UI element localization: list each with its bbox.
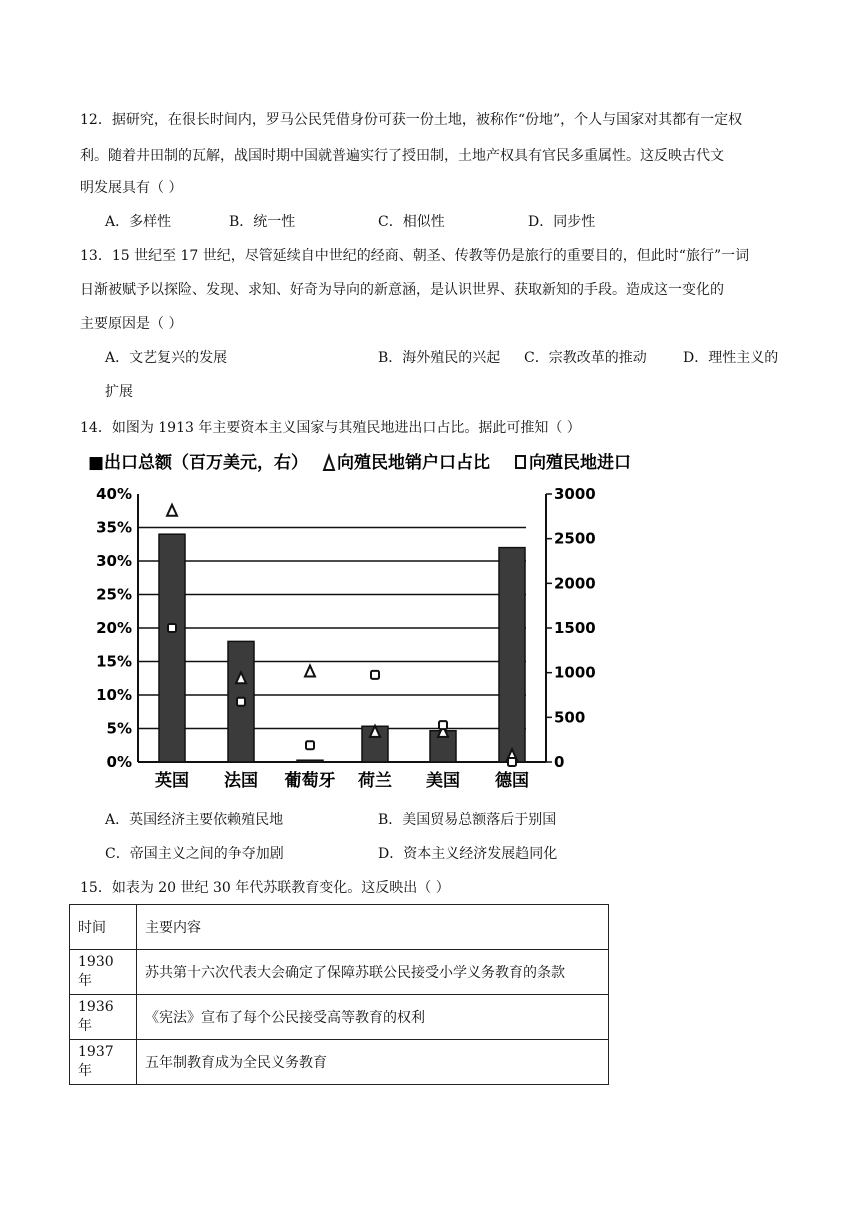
category-label: 德国 [495, 771, 529, 791]
right-tick-label: 2500 [554, 529, 596, 548]
square-marker [371, 671, 379, 679]
q13-stem-line1: 13．15 世纪至 17 世纪，尽管延续自中世纪的经商、朝圣、传教等仍是旅行的重要目的，但此时“旅行”一词 [80, 248, 750, 264]
q12-option-d[interactable]: D．同步性 [528, 214, 596, 230]
q13-option-d[interactable]: D．理性主义的 [683, 350, 779, 366]
triangle-marker [305, 666, 315, 677]
category-label: 英国 [155, 771, 189, 791]
q14-option-b[interactable]: B．美国贸易总额落后于别国 [378, 812, 557, 828]
square-marker [168, 624, 176, 632]
row-content: 《宪法》宣布了每个公民接受高等教育的权利 [137, 995, 609, 1040]
q12-stem-line3: 明发展具有（ ） [80, 180, 183, 196]
square-marker [439, 721, 447, 729]
q13-stem-line2: 日渐被赋予以探险、发现、求知、好奇为导向的新意涵，是认识世界、获取新知的手段。造成这一变化的 [80, 282, 724, 298]
q14-option-c[interactable]: C．帝国主义之间的争夺加剧 [105, 846, 284, 862]
q13-option-b[interactable]: B．海外殖民的兴起 [378, 350, 501, 366]
table-row [70, 1040, 609, 1085]
row-content: 苏共第十六次代表大会确定了保障苏联公民接受小学义务教育的条款 [137, 950, 609, 995]
legend-triangle-icon [324, 456, 334, 470]
bar-export-total [499, 548, 525, 762]
legend-triangle: 向殖民地销户口占比 [337, 453, 490, 473]
left-axis-ticks [96, 485, 132, 771]
export-chart [80, 448, 660, 796]
education-table [69, 904, 609, 1085]
right-tick-label: 1500 [554, 619, 596, 637]
category-label: 葡萄牙 [284, 771, 336, 791]
chart-legend [88, 452, 631, 473]
q14-option-d[interactable]: D．资本主义经济发展趋同化 [378, 846, 558, 862]
legend-square-icon [516, 456, 525, 468]
row-year: 1937 年 [70, 1040, 137, 1085]
category-label: 法国 [224, 771, 258, 791]
left-tick-label: 40% [96, 485, 132, 503]
category-label: 美国 [426, 771, 460, 791]
markers [167, 505, 517, 766]
right-tick-label: 500 [554, 708, 586, 727]
row-content: 五年制教育成为全民义务教育 [137, 1040, 609, 1085]
right-tick-label: 3000 [554, 485, 596, 503]
q14-option-a[interactable]: A．英国经济主要依赖殖民地 [105, 812, 284, 828]
triangle-marker [167, 505, 177, 516]
table-row [70, 950, 609, 995]
left-tick-label: 0% [106, 753, 132, 771]
left-tick-label: 10% [96, 686, 132, 704]
bar-export-total [159, 534, 185, 762]
bar-export-total [297, 760, 323, 762]
q13-option-d-continued: 扩展 [105, 384, 133, 400]
row-year: 1936 年 [70, 995, 137, 1040]
left-tick-label: 15% [96, 652, 132, 671]
q12-stem-line1: 12．据研究，在很长时间内，罗马公民凭借身份可获一份土地，被称作“份地”，个人与国家对其都有一定权 [80, 112, 743, 128]
left-tick-label: 5% [106, 719, 132, 738]
gridlines [138, 528, 526, 729]
q15-stem: 15．如表为 20 世纪 30 年代苏联教育变化。这反映出（ ） [80, 880, 450, 896]
left-tick-label: 35% [96, 518, 132, 537]
table-row [70, 995, 609, 1040]
left-tick-label: 20% [96, 619, 132, 637]
right-tick-label: 1000 [554, 663, 596, 682]
right-axis-ticks [546, 485, 596, 771]
row-year: 1930 年 [70, 950, 137, 995]
table-header-row [70, 905, 609, 950]
q12-option-a[interactable]: A．多样性 [105, 214, 172, 230]
right-tick-label: 2000 [554, 574, 596, 593]
category-label: 荷兰 [358, 771, 392, 791]
square-marker [508, 758, 516, 766]
q13-stem-line3: 主要原因是（ ） [80, 316, 183, 332]
category-labels [155, 770, 529, 791]
square-marker [306, 741, 314, 749]
q12-option-b[interactable]: B．统一性 [229, 214, 296, 230]
q12-stem-line2: 利。随着井田制的瓦解，战国时期中国就普遍实行了授田制，土地产权具有官民多重属性。这反映古代文 [80, 148, 724, 164]
square-marker [237, 698, 245, 706]
q13-option-a[interactable]: A．文艺复兴的发展 [105, 350, 228, 366]
right-tick-label: 0 [554, 753, 565, 771]
legend-square: 向殖民地进口 [529, 453, 631, 473]
left-tick-label: 25% [96, 585, 132, 604]
q14-stem: 14．如图为 1913 年主要资本主义国家与其殖民地进出口占比。据此可推知（ ） [80, 420, 581, 436]
q13-option-c[interactable]: C．宗教改革的推动 [524, 350, 647, 366]
q12-option-c[interactable]: C．相似性 [378, 214, 445, 230]
header-time: 时间 [70, 905, 137, 950]
header-content: 主要内容 [137, 905, 609, 950]
legend-bar: ■出口总额（百万美元，右） [88, 453, 309, 473]
left-tick-label: 30% [96, 552, 132, 570]
